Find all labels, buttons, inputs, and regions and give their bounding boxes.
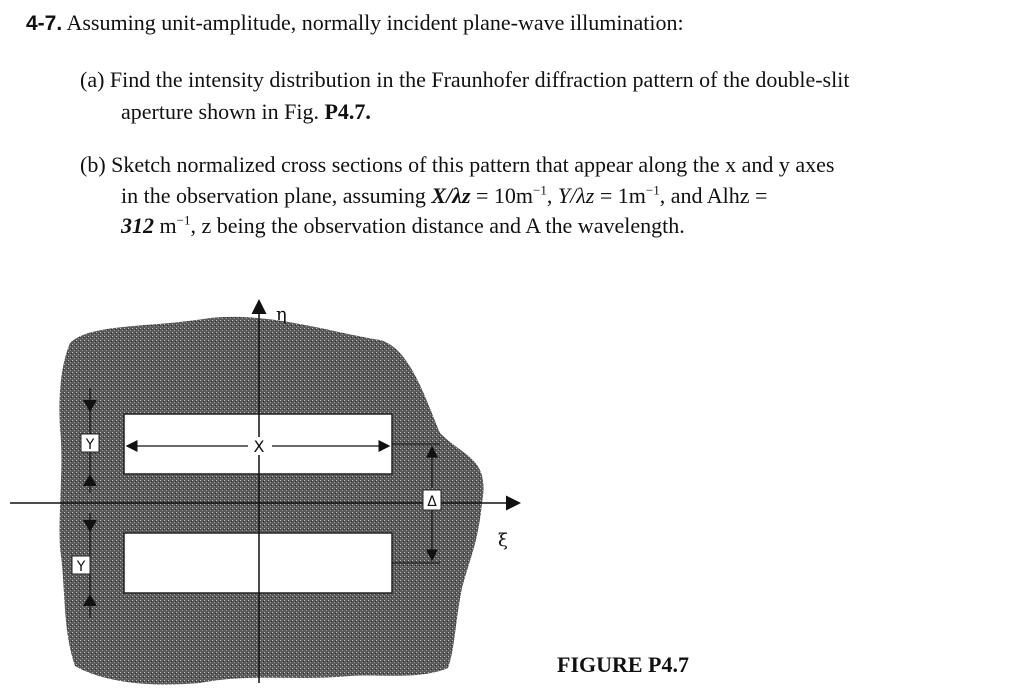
x-dimension-label: X — [253, 437, 265, 456]
exponent-3: −1 — [176, 212, 191, 228]
part-b-text2-mid: , and Alhz = — [659, 183, 768, 208]
part-b-text1: Sketch normalized cross sections of this pattern that appear along the x and y axes — [111, 152, 835, 177]
eq-y-value: = 1m — [599, 183, 646, 208]
eta-axis-label: η — [276, 304, 287, 325]
part-b-text3: , z being the observation distance and A the wavelength. — [190, 213, 685, 238]
delta-dimension-label: Δ — [427, 494, 437, 510]
eq-x-value: = 10m — [476, 183, 534, 208]
exponent-2: −1 — [645, 182, 660, 198]
part-a-text1: Find the intensity distribution in the Fraunhofer diffraction pattern of the double-slit — [109, 67, 850, 92]
y-bottom-dimension-label: Y — [76, 559, 86, 575]
part-a-line1 — [80, 67, 849, 93]
lower-slit — [124, 533, 392, 593]
part-b-line3 — [121, 213, 685, 239]
double-slit-aperture-figure — [0, 288, 560, 692]
eq-y-over-lambda-z: Y/λz — [557, 183, 595, 208]
separator-1: , — [546, 183, 553, 208]
part-a-label: (a) — [80, 67, 105, 92]
part-a-line2 — [121, 99, 371, 125]
xi-axis-label: ξ — [498, 530, 508, 551]
part-a-text2: aperture shown in Fig. — [121, 99, 325, 124]
figure-caption: FIGURE P4.7 — [557, 652, 689, 677]
part-b-line2 — [121, 183, 767, 209]
part-b-text2: in the observation plane, assuming — [121, 183, 432, 208]
eq-delta-unit: m — [154, 213, 177, 238]
eq-delta-value: 312 — [121, 213, 154, 238]
eq-x-over-lambda-z: X/λz — [431, 183, 471, 208]
y-top-dimension-label: Y — [85, 437, 95, 453]
exponent-1: −1 — [533, 182, 547, 198]
problem-intro: Assuming unit-amplitude, normally incident plane-wave illumination: — [66, 10, 684, 35]
problem-heading — [26, 10, 684, 37]
figure-reference: P4.7. — [324, 99, 371, 124]
problem-number: 4-7. — [26, 12, 63, 35]
part-b-label: (b) — [80, 152, 106, 177]
part-b-line1 — [80, 152, 835, 178]
opaque-screen — [59, 317, 483, 685]
